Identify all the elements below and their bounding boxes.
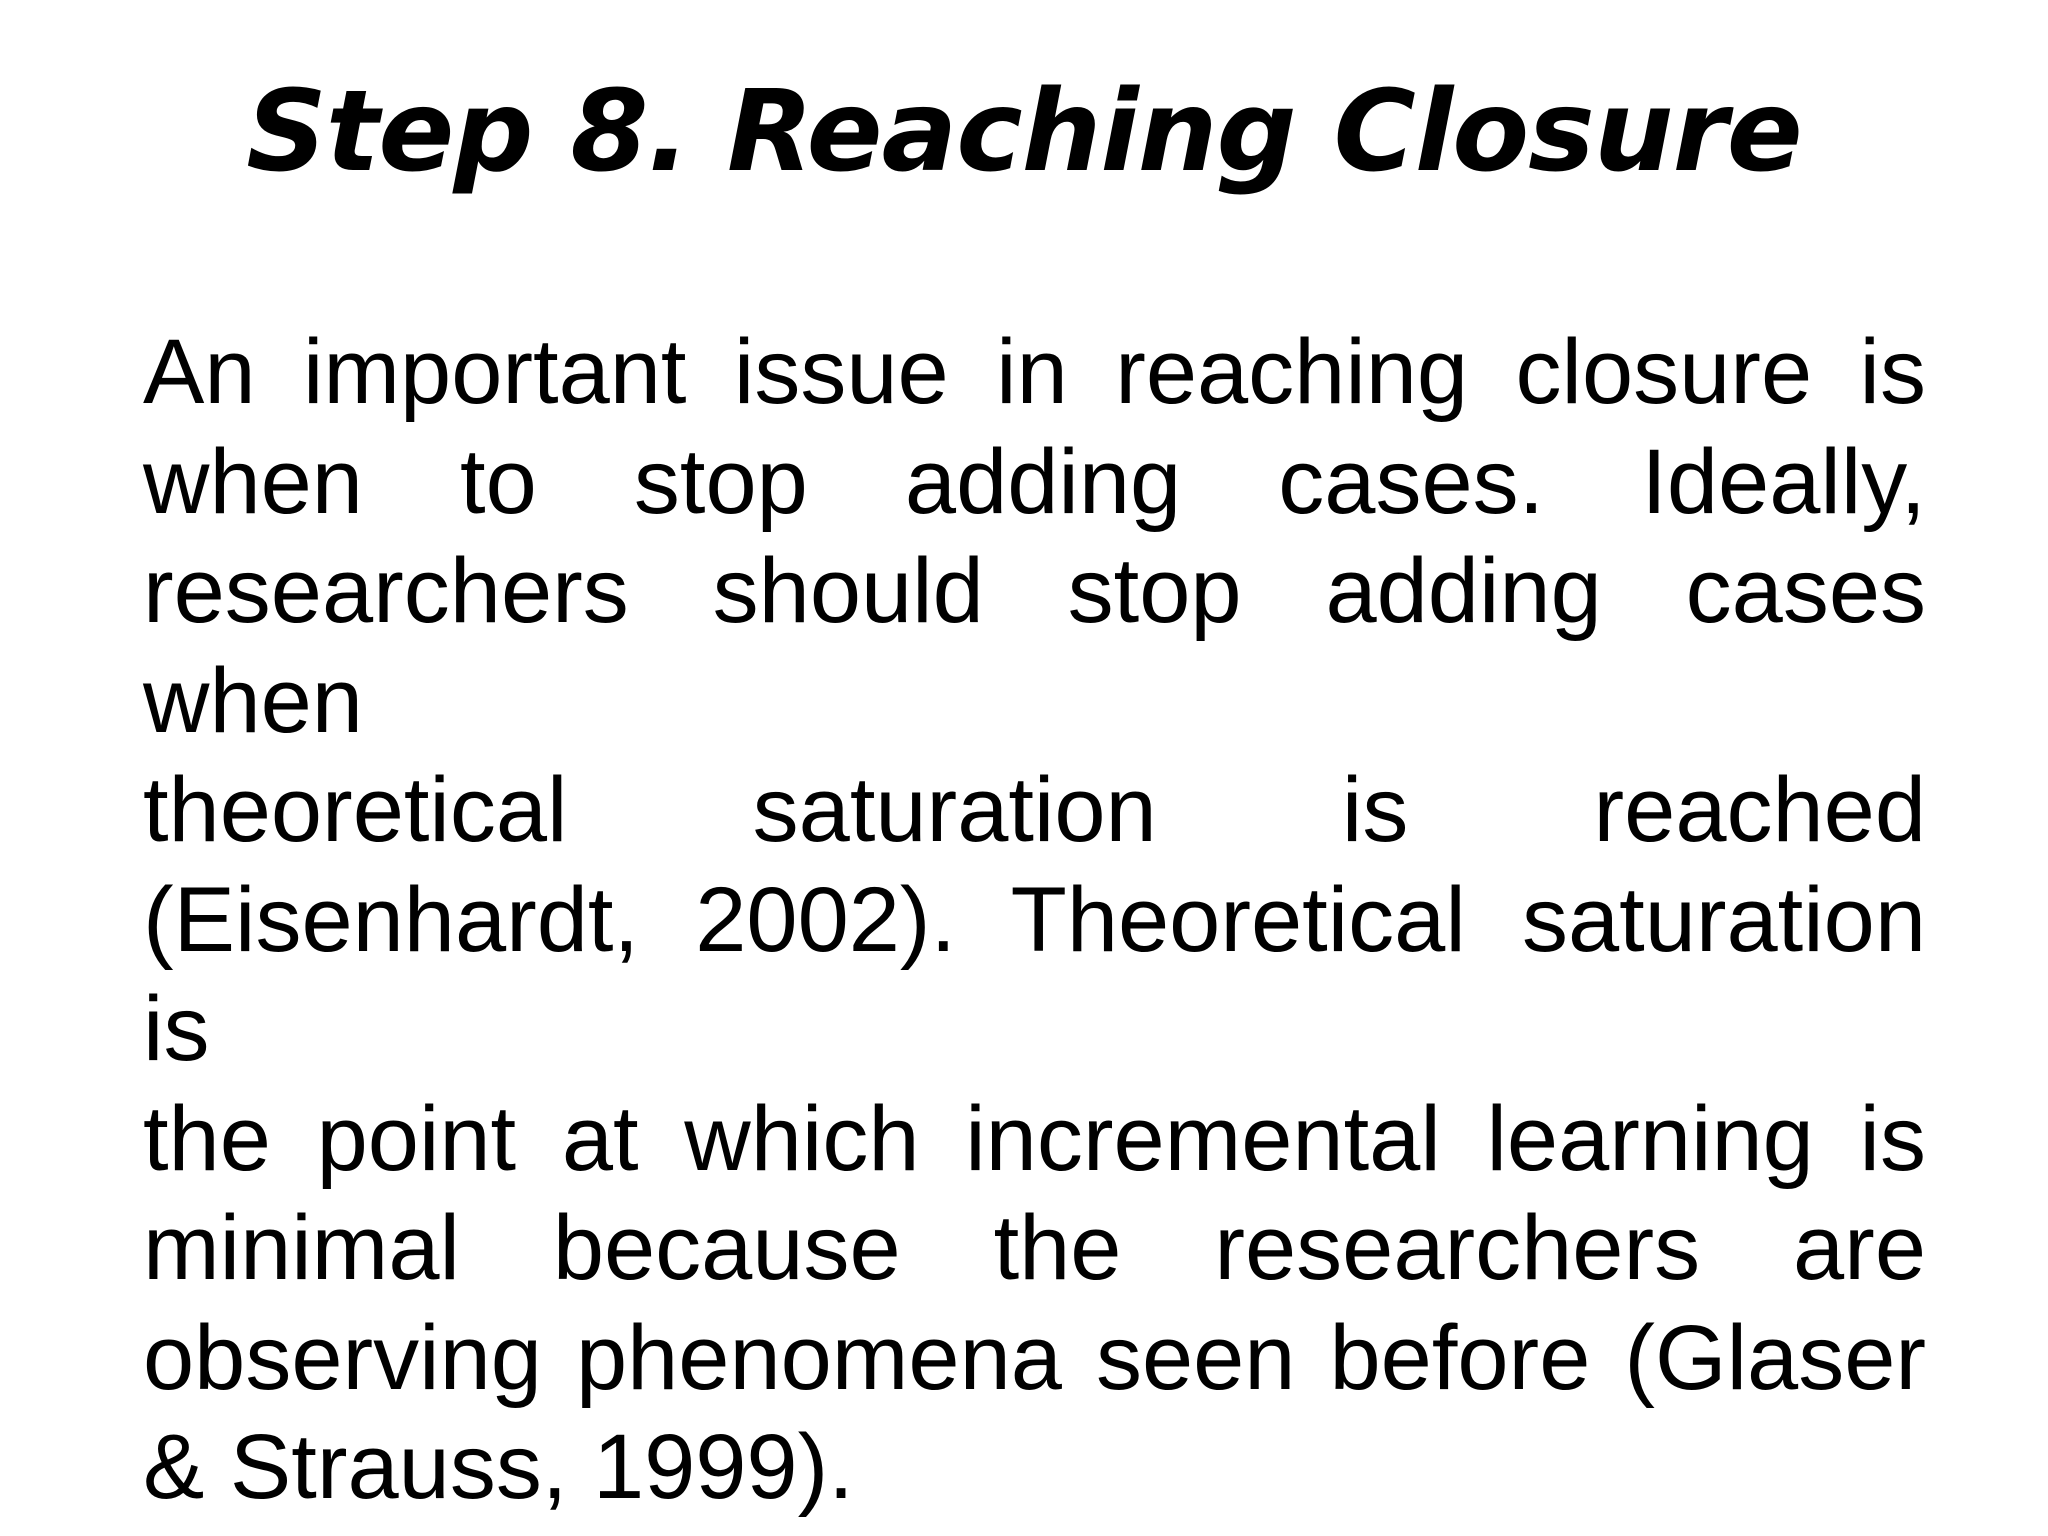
- body-line: An important issue in reaching closure is: [143, 321, 1926, 423]
- body-line: when to stop adding cases. Ideally,: [143, 430, 1926, 533]
- body-line: & Strauss, 1999).: [143, 1416, 854, 1518]
- slide-body-text: [143, 318, 1926, 1523]
- body-line: the point at which incremental learning is: [143, 1087, 1926, 1190]
- body-line: researchers should stop adding cases when: [143, 540, 1926, 752]
- slide-title: Step 8. Reaching Closure: [246, 67, 1802, 197]
- body-line: (Eisenhardt, 2002). Theoretical saturation is: [143, 868, 1926, 1080]
- body-line: theoretical saturation is reached: [143, 759, 1926, 861]
- body-line: observing phenomena seen before (Glaser: [143, 1306, 1926, 1409]
- body-line: minimal because the researchers are: [143, 1197, 1926, 1299]
